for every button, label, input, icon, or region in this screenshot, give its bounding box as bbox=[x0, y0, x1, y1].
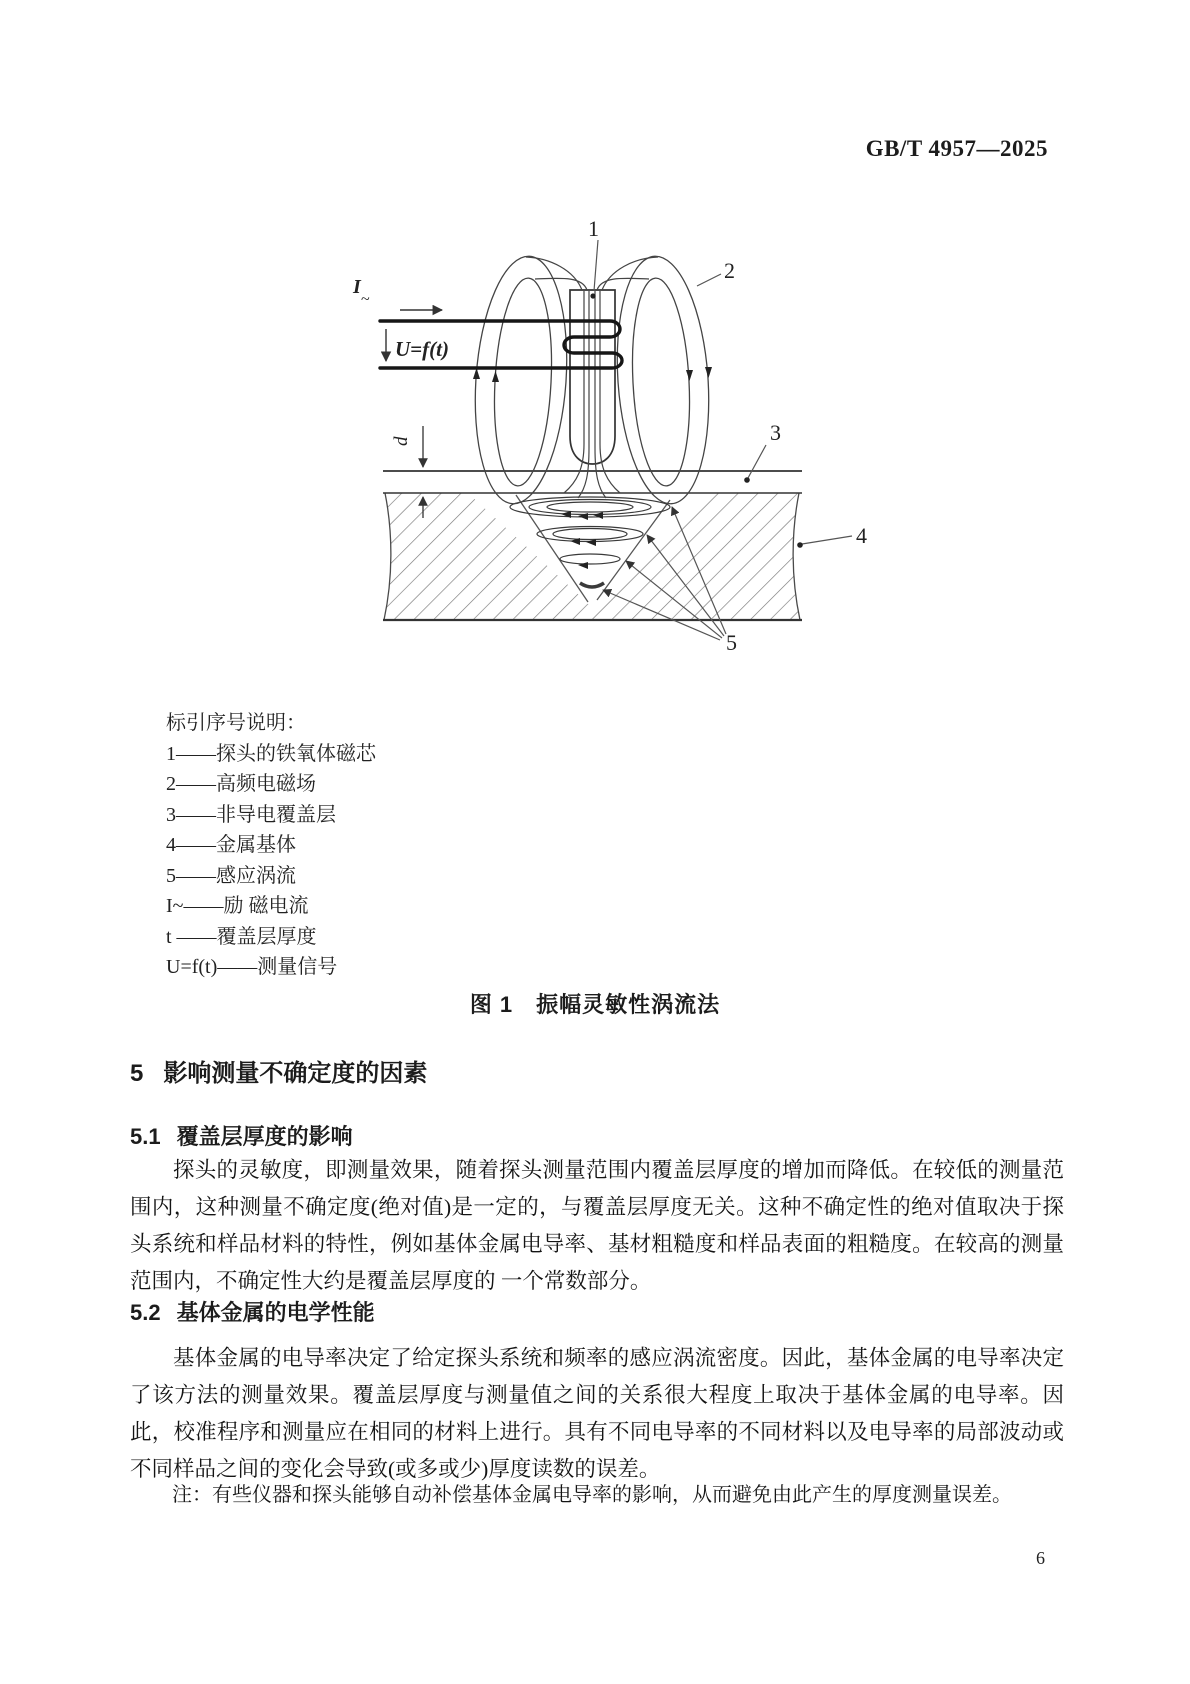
section-5-number: 5 bbox=[130, 1060, 144, 1087]
excitation-current-label bbox=[352, 276, 442, 310]
label-1 bbox=[588, 216, 599, 291]
legend-item: 2——高频电磁场 bbox=[166, 773, 316, 795]
legend-item: t ——覆盖层厚度 bbox=[166, 925, 317, 948]
legend-item: 5——感应涡流 bbox=[166, 864, 296, 887]
label-1-dot bbox=[590, 293, 595, 298]
legend-item: 3——非导电覆盖层 bbox=[166, 803, 336, 826]
probe-core bbox=[526, 257, 658, 498]
legend-item: I~——励 磁电流 bbox=[166, 895, 309, 917]
label-4 bbox=[797, 523, 867, 548]
section-5-title: 影响测量不确定度的因素 bbox=[163, 1060, 428, 1087]
svg-text:3: 3 bbox=[770, 420, 781, 445]
paragraph-5-1: 探头的灵敏度，即测量效果，随着探头测量范围内覆盖层厚度的增加而降低。在较低的测量范围内，这种测量不确定度(绝对值)是一定的，与覆盖层厚度无关。这种不确定性的绝对值取决于探头系统和样品材料的特性，例如基体金属电导率、基材粗糙度和样品表面的粗糙度。在较高的测量范围内，不确定性大约是覆盖层厚度的 一个常数部分。 bbox=[130, 1158, 1064, 1293]
label-2 bbox=[697, 258, 735, 286]
svg-text:4: 4 bbox=[856, 523, 867, 548]
current-label: I bbox=[353, 276, 361, 298]
paragraph-5-2: 基体金属的电导率决定了给定探头系统和频率的感应涡流密度。因此，基体金属的电导率决定了该方法的测量效果。覆盖层厚度与测量值之间的关系很大程度上取决于基体金属的电导率。因此，校准程序和测量应在相同的材料上进行。具有不同电导率的不同材料以及电导率的局部波动或不同样品之间的变化会导致(或多或少)厚度读数的误差。 bbox=[130, 1346, 1064, 1481]
section-5-1-heading bbox=[130, 1120, 353, 1151]
coating-layer bbox=[383, 471, 802, 493]
legend-item: U=f(t)——测量信号 bbox=[166, 956, 338, 978]
figure-1-diagram bbox=[340, 198, 880, 668]
section-5-2-heading bbox=[130, 1296, 375, 1327]
page-number: 6 bbox=[1036, 1548, 1045, 1568]
current-tilde: ~ bbox=[361, 291, 370, 308]
signal-label-group bbox=[386, 329, 449, 361]
signal-label: U=f(t) bbox=[395, 337, 449, 361]
section-5-heading bbox=[130, 1053, 427, 1088]
figure-legend bbox=[166, 708, 376, 983]
note-5-2: 注：有些仪器和探头能够自动补偿基体金属电导率的影响，从而避免由此产生的厚度测量误差。 bbox=[172, 1484, 1012, 1506]
section-5-2-title: 基体金属的电学性能 bbox=[176, 1300, 375, 1325]
legend-item: 4——金属基体 bbox=[166, 834, 296, 856]
svg-text:2: 2 bbox=[724, 258, 735, 283]
section-5-1-title: 覆盖层厚度的影响 bbox=[176, 1124, 353, 1149]
legend-title: 标引序号说明： bbox=[166, 712, 306, 734]
doc-number: GB/T 4957—2025 bbox=[865, 136, 1048, 161]
legend-item: 1——探头的铁氧体磁芯 bbox=[166, 742, 376, 765]
thickness-label: d bbox=[391, 436, 412, 446]
section-5-1-number: 5.1 bbox=[130, 1124, 161, 1149]
svg-text:1: 1 bbox=[588, 216, 599, 241]
figure-caption: 图 1 振幅灵敏性涡流法 bbox=[469, 992, 721, 1017]
svg-text:5: 5 bbox=[726, 630, 737, 655]
section-5-2-number: 5.2 bbox=[130, 1300, 161, 1325]
